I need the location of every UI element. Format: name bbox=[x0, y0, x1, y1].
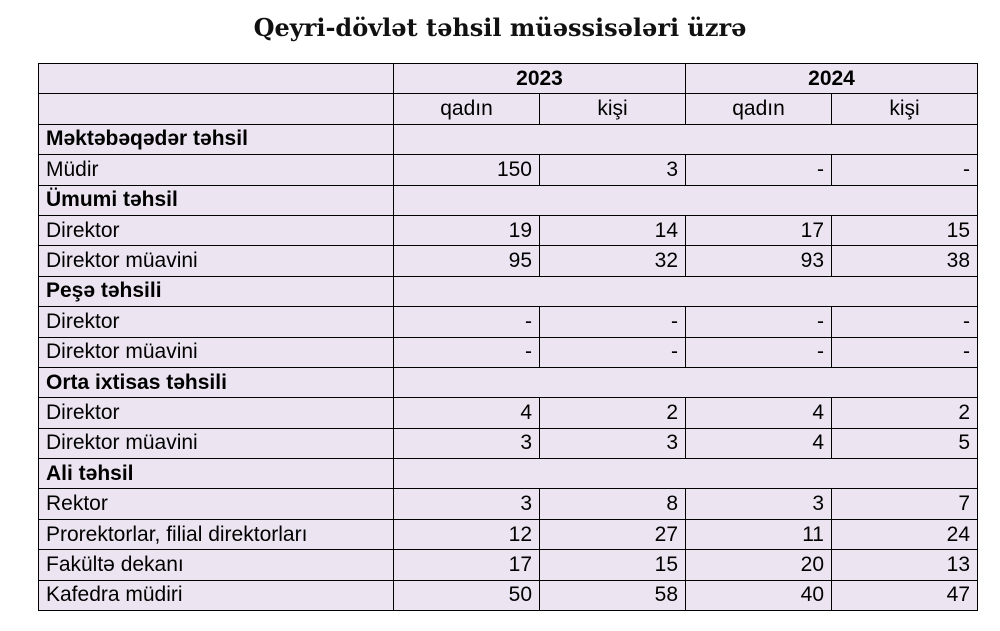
table-row bbox=[39, 398, 978, 428]
value-cell: 3 bbox=[540, 155, 686, 185]
table-row bbox=[39, 428, 978, 458]
section-empty-cell bbox=[394, 276, 978, 306]
section-empty-cell bbox=[394, 124, 978, 154]
row-label: Direktor bbox=[39, 215, 394, 245]
header-corner-cell bbox=[39, 94, 394, 124]
value-cell: 3 bbox=[540, 428, 686, 458]
value-cell: 20 bbox=[686, 550, 832, 580]
value-cell: 40 bbox=[686, 580, 832, 610]
data-table bbox=[38, 63, 978, 611]
section-title: Orta ixtisas təhsili bbox=[39, 367, 394, 397]
value-cell: 4 bbox=[686, 428, 832, 458]
section-title: Ali təhsil bbox=[39, 459, 394, 489]
value-cell: 50 bbox=[394, 580, 540, 610]
section-title: Ümumi təhsil bbox=[39, 185, 394, 215]
value-cell: 27 bbox=[540, 519, 686, 549]
row-label: Direktor bbox=[39, 398, 394, 428]
value-cell: 2 bbox=[540, 398, 686, 428]
value-cell: - bbox=[394, 307, 540, 337]
section-title: Məktəbəqədər təhsil bbox=[39, 124, 394, 154]
table-row bbox=[39, 155, 978, 185]
value-cell: 58 bbox=[540, 580, 686, 610]
row-label: Fakültə dekanı bbox=[39, 550, 394, 580]
value-cell: 4 bbox=[394, 398, 540, 428]
table-row bbox=[39, 337, 978, 367]
table-body bbox=[39, 64, 978, 611]
table-row bbox=[39, 519, 978, 549]
section-row bbox=[39, 185, 978, 215]
value-cell: 93 bbox=[686, 246, 832, 276]
value-cell: 47 bbox=[832, 580, 978, 610]
subheader-female-2024: qadın bbox=[686, 94, 832, 124]
row-label: Direktor müavini bbox=[39, 246, 394, 276]
section-empty-cell bbox=[394, 185, 978, 215]
value-cell: 2 bbox=[832, 398, 978, 428]
value-cell: 24 bbox=[832, 519, 978, 549]
table-row bbox=[39, 307, 978, 337]
value-cell: - bbox=[832, 155, 978, 185]
row-label: Rektor bbox=[39, 489, 394, 519]
value-cell: 15 bbox=[540, 550, 686, 580]
value-cell: 38 bbox=[832, 246, 978, 276]
value-cell: - bbox=[686, 155, 832, 185]
table-row bbox=[39, 246, 978, 276]
value-cell: 14 bbox=[540, 215, 686, 245]
header-row-years bbox=[39, 64, 978, 94]
value-cell: 7 bbox=[832, 489, 978, 519]
page-title: Qeyri-dövlət təhsil müəssisələri üzrə bbox=[253, 13, 747, 42]
subheader-male-2023: kişi bbox=[540, 94, 686, 124]
value-cell: - bbox=[394, 337, 540, 367]
row-label: Müdir bbox=[39, 155, 394, 185]
table-row bbox=[39, 215, 978, 245]
row-label: Direktor müavini bbox=[39, 337, 394, 367]
header-corner-cell bbox=[39, 64, 394, 94]
section-empty-cell bbox=[394, 367, 978, 397]
row-label: Direktor müavini bbox=[39, 428, 394, 458]
section-row bbox=[39, 367, 978, 397]
row-label: Prorektorlar, filial direktorları bbox=[39, 519, 394, 549]
year-header-2024: 2024 bbox=[686, 64, 978, 94]
value-cell: 3 bbox=[686, 489, 832, 519]
value-cell: - bbox=[686, 337, 832, 367]
section-row bbox=[39, 124, 978, 154]
value-cell: - bbox=[540, 307, 686, 337]
year-header-2023: 2023 bbox=[394, 64, 686, 94]
table-row bbox=[39, 489, 978, 519]
subheader-male-2024: kişi bbox=[832, 94, 978, 124]
value-cell: 4 bbox=[686, 398, 832, 428]
value-cell: 8 bbox=[540, 489, 686, 519]
value-cell: - bbox=[540, 337, 686, 367]
value-cell: 11 bbox=[686, 519, 832, 549]
row-label: Kafedra müdiri bbox=[39, 580, 394, 610]
section-row bbox=[39, 459, 978, 489]
table-row bbox=[39, 550, 978, 580]
value-cell: 5 bbox=[832, 428, 978, 458]
value-cell: 12 bbox=[394, 519, 540, 549]
value-cell: 32 bbox=[540, 246, 686, 276]
table-row bbox=[39, 580, 978, 610]
section-row bbox=[39, 276, 978, 306]
value-cell: - bbox=[832, 337, 978, 367]
section-empty-cell bbox=[394, 459, 978, 489]
value-cell: 95 bbox=[394, 246, 540, 276]
value-cell: 3 bbox=[394, 489, 540, 519]
value-cell: - bbox=[832, 307, 978, 337]
value-cell: - bbox=[686, 307, 832, 337]
value-cell: 13 bbox=[832, 550, 978, 580]
section-title: Peşə təhsili bbox=[39, 276, 394, 306]
value-cell: 19 bbox=[394, 215, 540, 245]
subheader-female-2023: qadın bbox=[394, 94, 540, 124]
value-cell: 15 bbox=[832, 215, 978, 245]
value-cell: 17 bbox=[394, 550, 540, 580]
value-cell: 3 bbox=[394, 428, 540, 458]
row-label: Direktor bbox=[39, 307, 394, 337]
value-cell: 150 bbox=[394, 155, 540, 185]
value-cell: 17 bbox=[686, 215, 832, 245]
header-row-gender bbox=[39, 94, 978, 124]
